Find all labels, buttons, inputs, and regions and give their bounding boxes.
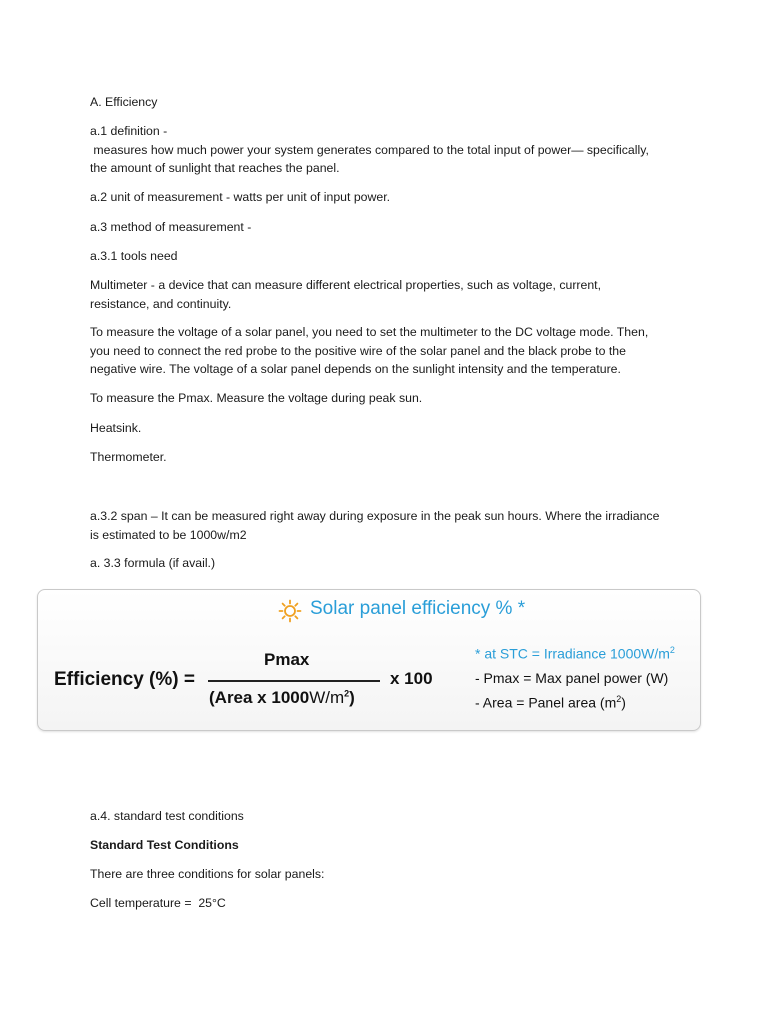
definition-line-2: the amount of sunlight that reaches the panel. xyxy=(90,161,340,175)
equation-denominator xyxy=(209,688,355,708)
note-stc xyxy=(475,645,675,662)
standard-test-conditions-label: a.4. standard test conditions xyxy=(90,809,244,823)
heading-efficiency xyxy=(90,93,690,112)
method-of-measurement: a.3 method of measurement - xyxy=(90,220,252,234)
note-area-close: ) xyxy=(621,694,626,711)
note-pmax xyxy=(475,670,668,686)
definition-label: a.1 definition - xyxy=(90,124,168,138)
equation-multiplier: x 100 xyxy=(390,669,433,688)
span-line-1: a.3.2 span – It can be measured right away during exposure in the peak sun hours. Where the irradiance xyxy=(90,509,660,523)
note-pmax-label: - Pmax = xyxy=(475,670,536,686)
note-area-desc: Panel area (m xyxy=(528,694,617,711)
denominator-unit: W/m xyxy=(309,688,345,707)
voltage-line-1: To measure the voltage of a solar panel, you need to set the multimeter to the DC voltage mode. Then, xyxy=(90,325,649,339)
thermometer-item: Thermometer. xyxy=(90,450,167,464)
definition-paragraph xyxy=(90,122,690,178)
efficiency-formula-figure xyxy=(37,589,701,731)
multimeter-paragraph xyxy=(90,276,690,313)
note-area xyxy=(475,694,626,711)
multimeter-line-2: resistance, and continuity. xyxy=(90,296,232,311)
note-area-sup: 2 xyxy=(616,694,622,704)
note-area-label: - Area = xyxy=(475,694,529,711)
span-paragraph xyxy=(90,507,690,544)
equation-lhs: Efficiency (%) = xyxy=(54,669,195,690)
voltage-line-2: you need to connect the red probe to the positive wire of the solar panel and the black probe to the xyxy=(90,343,626,358)
figure-title: Solar panel efficiency % * xyxy=(310,598,526,619)
pmax-paragraph: To measure the Pmax. Measure the voltage during peak sun. xyxy=(90,391,423,405)
voltage-line-3: negative wire. The voltage of a solar panel depends on the sunlight intensity and the temperature. xyxy=(90,362,621,376)
span-line-2: is estimated to be 1000w/m2 xyxy=(90,527,247,542)
tools-need: a.3.1 tools need xyxy=(90,249,178,263)
note-stc-text: * at STC = Irradiance 1000W/m xyxy=(475,645,670,662)
denominator-part-a: (Area x 1000 xyxy=(209,688,310,707)
denominator-close: ) xyxy=(349,688,355,707)
formula-label: a. 3.3 formula (if avail.) xyxy=(90,556,216,570)
three-conditions-text: There are three conditions for solar panels: xyxy=(90,867,325,881)
fraction-bar xyxy=(208,680,380,682)
definition-line-1: measures how much power your system generates compared to the total input of power— specifically, xyxy=(90,142,649,157)
heatsink-item: Heatsink. xyxy=(90,421,142,435)
voltage-paragraph xyxy=(90,323,690,379)
cell-temperature-text: Cell temperature = 25°C xyxy=(90,896,226,910)
note-pmax-desc: Max panel power (W) xyxy=(535,670,669,686)
equation-numerator: Pmax xyxy=(264,650,310,669)
denominator-sup: 2 xyxy=(344,688,350,699)
note-stc-sup: 2 xyxy=(669,645,675,655)
stc-heading: Standard Test Conditions xyxy=(90,838,239,852)
unit-of-measurement: a.2 unit of measurement - watts per unit of input power. xyxy=(90,190,391,204)
multimeter-line-1: Multimeter - a device that can measure different electrical properties, such as voltage, current, xyxy=(90,278,602,292)
heading-efficiency-text: A. Efficiency xyxy=(90,95,158,109)
sun-icon xyxy=(278,599,302,623)
